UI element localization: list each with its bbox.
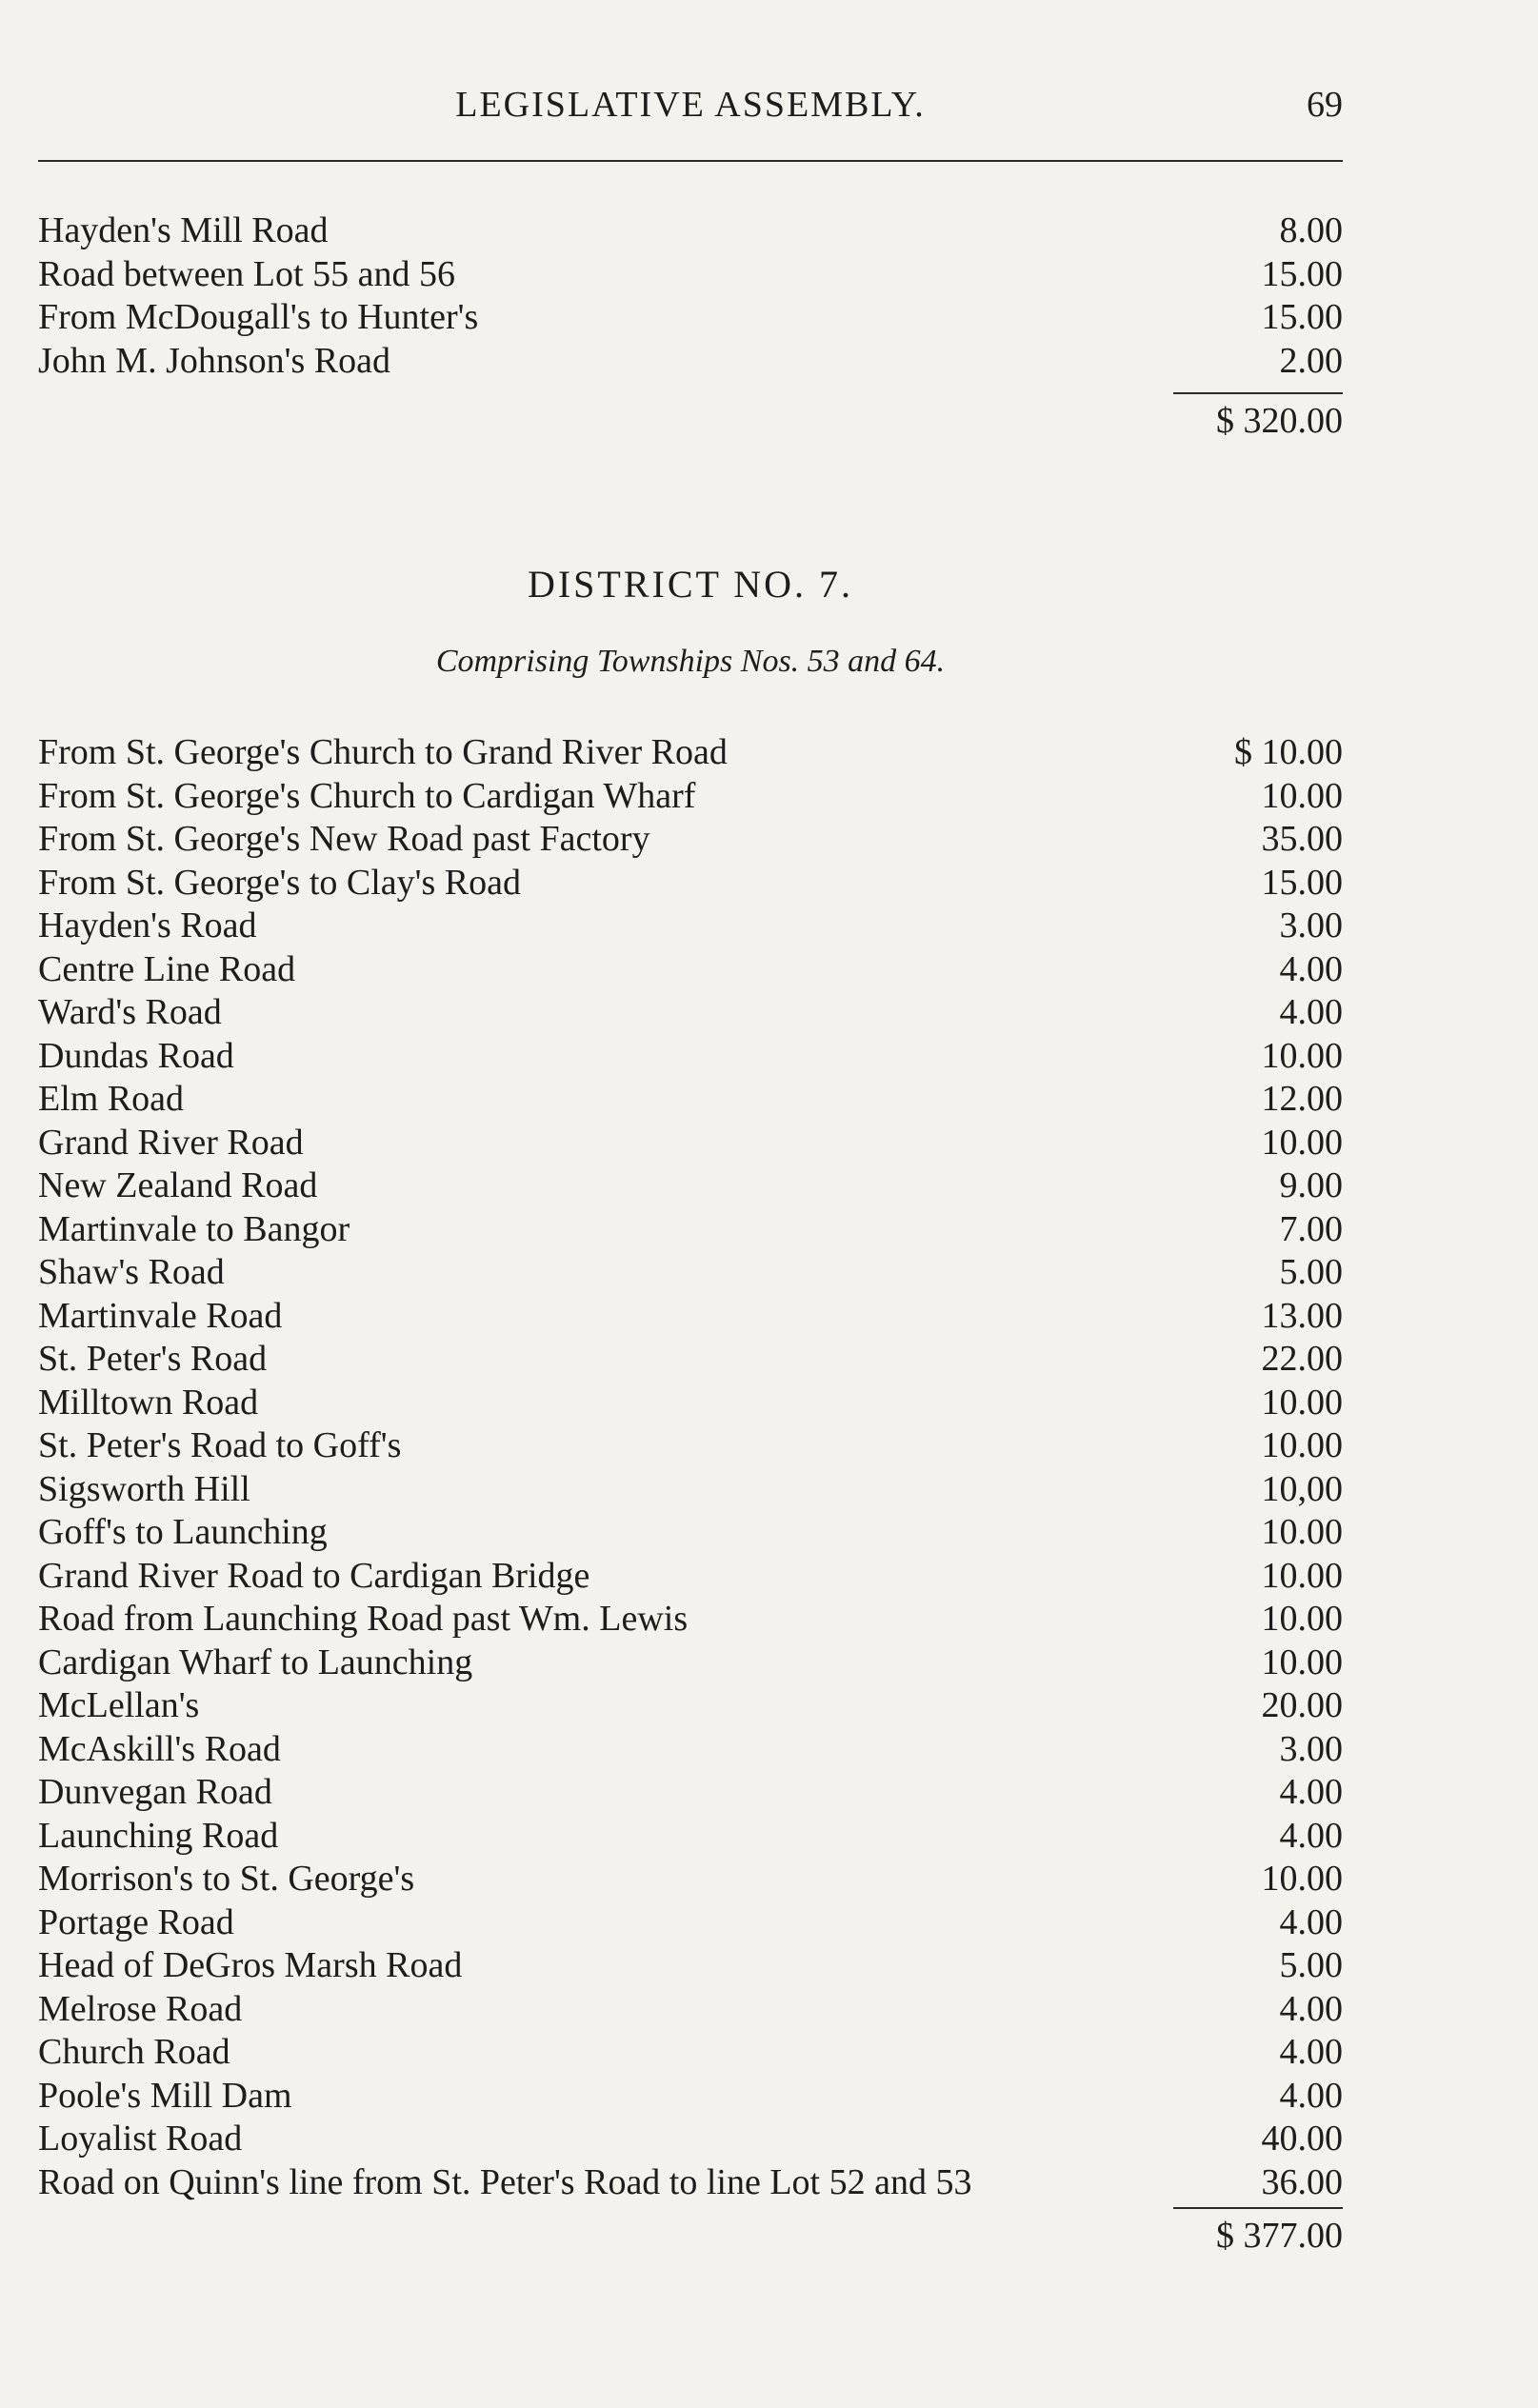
item-name: Portage Road bbox=[38, 1901, 234, 1942]
item-name: Head of DeGros Marsh Road bbox=[38, 1945, 463, 1985]
district-road-list bbox=[38, 731, 1343, 2204]
item-amount: $ 10.00 bbox=[1234, 732, 1343, 772]
item-name: From St. George's New Road past Factory bbox=[38, 819, 650, 859]
list-item bbox=[38, 1164, 1343, 1208]
list-item bbox=[38, 253, 1343, 297]
item-amount: 10.00 bbox=[1261, 1555, 1343, 1596]
item-name: Goff's to Launching bbox=[38, 1512, 328, 1552]
list-item bbox=[38, 1251, 1343, 1295]
item-name: Elm Road bbox=[38, 1079, 185, 1119]
item-name: Milltown Road bbox=[38, 1382, 259, 1423]
list-item bbox=[38, 1771, 1343, 1815]
list-item bbox=[38, 948, 1343, 992]
item-amount: 9.00 bbox=[1279, 1165, 1343, 1205]
list-item bbox=[38, 775, 1343, 819]
item-name: Sigsworth Hill bbox=[38, 1468, 250, 1509]
item-name: From St. George's to Clay's Road bbox=[38, 862, 521, 903]
list-item bbox=[38, 1511, 1343, 1555]
item-name: Centre Line Road bbox=[38, 948, 296, 989]
page-title: LEGISLATIVE ASSEMBLY. bbox=[455, 85, 926, 125]
list-item bbox=[38, 1122, 1343, 1165]
item-amount: 10.00 bbox=[1261, 1382, 1343, 1423]
district-total: $ 377.00 bbox=[1216, 2216, 1343, 2256]
list-item bbox=[38, 209, 1343, 253]
item-name: Hayden's Road bbox=[38, 905, 257, 945]
list-item bbox=[38, 1815, 1343, 1859]
list-item bbox=[38, 1035, 1343, 1079]
list-item bbox=[38, 1684, 1343, 1728]
item-amount: 4.00 bbox=[1279, 1815, 1343, 1856]
item-name: Grand River Road bbox=[38, 1122, 304, 1163]
item-name: Dunvegan Road bbox=[38, 1772, 272, 1812]
list-item bbox=[38, 296, 1343, 340]
list-item bbox=[38, 1338, 1343, 1382]
item-name: Church Road bbox=[38, 2032, 230, 2072]
item-amount: 4.00 bbox=[1279, 992, 1343, 1032]
district-heading: DISTRICT NO. 7. bbox=[527, 563, 854, 606]
list-item bbox=[38, 905, 1343, 948]
item-amount: 36.00 bbox=[1261, 2161, 1343, 2202]
list-item bbox=[38, 818, 1343, 862]
item-amount: 4.00 bbox=[1279, 1772, 1343, 1812]
list-item bbox=[38, 991, 1343, 1035]
list-item bbox=[38, 1988, 1343, 2032]
item-amount: 4.00 bbox=[1279, 1901, 1343, 1942]
item-amount: 7.00 bbox=[1279, 1208, 1343, 1249]
item-amount: 10.00 bbox=[1261, 1035, 1343, 1076]
item-name: Shaw's Road bbox=[38, 1252, 225, 1292]
item-name: McAskill's Road bbox=[38, 1728, 281, 1769]
item-name: Loyalist Road bbox=[38, 2119, 243, 2159]
list-item bbox=[38, 2118, 1343, 2161]
list-item bbox=[38, 1468, 1343, 1512]
item-name: Melrose Road bbox=[38, 1988, 243, 2029]
item-amount: 10.00 bbox=[1261, 775, 1343, 816]
item-amount: 3.00 bbox=[1279, 905, 1343, 945]
item-name: St. Peter's Road bbox=[38, 1339, 268, 1379]
item-amount: 10,00 bbox=[1261, 1468, 1343, 1509]
item-name: McLellan's bbox=[38, 1685, 200, 1725]
list-item bbox=[38, 340, 1343, 384]
item-amount: 13.00 bbox=[1261, 1295, 1343, 1336]
list-item bbox=[38, 1642, 1343, 1685]
item-name: Road on Quinn's line from St. Peter's Road to line Lot 52 and 53 bbox=[38, 2161, 972, 2202]
item-name: Martinvale Road bbox=[38, 1295, 283, 1336]
list-item bbox=[38, 2075, 1343, 2119]
header-divider bbox=[38, 160, 1343, 162]
item-amount: 10.00 bbox=[1261, 1512, 1343, 1552]
item-amount: 35.00 bbox=[1261, 819, 1343, 859]
item-name: Hayden's Mill Road bbox=[38, 210, 329, 250]
item-name: Cardigan Wharf to Launching bbox=[38, 1642, 473, 1682]
item-amount: 5.00 bbox=[1279, 1945, 1343, 1985]
item-name: Morrison's to St. George's bbox=[38, 1859, 415, 1899]
list-item bbox=[38, 1728, 1343, 1772]
item-amount: 10.00 bbox=[1261, 1599, 1343, 1639]
item-amount: 40.00 bbox=[1261, 2119, 1343, 2159]
item-amount: 4.00 bbox=[1279, 948, 1343, 989]
item-amount: 20.00 bbox=[1261, 1685, 1343, 1725]
list-item bbox=[38, 1901, 1343, 1945]
item-amount: 4.00 bbox=[1279, 2075, 1343, 2116]
item-name: John M. Johnson's Road bbox=[38, 340, 390, 381]
district-subheading: Comprising Townships Nos. 53 and 64. bbox=[435, 644, 946, 679]
item-amount: 5.00 bbox=[1279, 1252, 1343, 1292]
item-amount: 8.00 bbox=[1279, 210, 1343, 250]
list-item bbox=[38, 1858, 1343, 1901]
page-number: 69 bbox=[1307, 85, 1343, 125]
item-amount: 4.00 bbox=[1279, 2032, 1343, 2072]
item-name: New Zealand Road bbox=[38, 1165, 318, 1205]
list-item bbox=[38, 731, 1343, 775]
list-item bbox=[38, 1944, 1343, 1988]
item-name: St. Peter's Road to Goff's bbox=[38, 1425, 402, 1465]
item-amount: 3.00 bbox=[1279, 1728, 1343, 1769]
list-item bbox=[38, 1295, 1343, 1339]
item-name: Martinvale to Bangor bbox=[38, 1208, 350, 1249]
list-item bbox=[38, 1382, 1343, 1425]
item-name: Launching Road bbox=[38, 1815, 279, 1856]
item-name: Road between Lot 55 and 56 bbox=[38, 253, 455, 294]
list-item bbox=[38, 2161, 1343, 2205]
subtotal-rule bbox=[1173, 392, 1343, 394]
list-item bbox=[38, 1598, 1343, 1642]
item-amount: 12.00 bbox=[1261, 1079, 1343, 1119]
item-name: Grand River Road to Cardigan Bridge bbox=[38, 1555, 590, 1596]
page-header bbox=[38, 84, 1343, 131]
item-name: Road from Launching Road past Wm. Lewis bbox=[38, 1599, 689, 1639]
list-item bbox=[38, 1555, 1343, 1599]
item-name: From St. George's Church to Grand River Road bbox=[38, 732, 728, 772]
item-amount: 10.00 bbox=[1261, 1859, 1343, 1899]
list-item bbox=[38, 2031, 1343, 2075]
previous-section-total: $ 320.00 bbox=[1216, 401, 1343, 441]
item-amount: 15.00 bbox=[1261, 253, 1343, 294]
item-name: Poole's Mill Dam bbox=[38, 2075, 292, 2116]
item-amount: 2.00 bbox=[1279, 340, 1343, 381]
list-item bbox=[38, 862, 1343, 905]
item-name: Dundas Road bbox=[38, 1035, 234, 1076]
item-name: From McDougall's to Hunter's bbox=[38, 297, 479, 337]
item-name: Ward's Road bbox=[38, 992, 222, 1032]
item-amount: 22.00 bbox=[1261, 1339, 1343, 1379]
item-amount: 15.00 bbox=[1261, 297, 1343, 337]
list-item bbox=[38, 1078, 1343, 1122]
item-amount: 15.00 bbox=[1261, 862, 1343, 903]
item-amount: 10.00 bbox=[1261, 1425, 1343, 1465]
list-item bbox=[38, 1424, 1343, 1468]
district-total-rule bbox=[1173, 2207, 1343, 2209]
item-amount: 10.00 bbox=[1261, 1642, 1343, 1682]
list-item bbox=[38, 1208, 1343, 1252]
item-name: From St. George's Church to Cardigan Wharf bbox=[38, 775, 696, 816]
previous-section-list bbox=[38, 209, 1343, 383]
item-amount: 10.00 bbox=[1261, 1122, 1343, 1163]
item-amount: 4.00 bbox=[1279, 1988, 1343, 2029]
